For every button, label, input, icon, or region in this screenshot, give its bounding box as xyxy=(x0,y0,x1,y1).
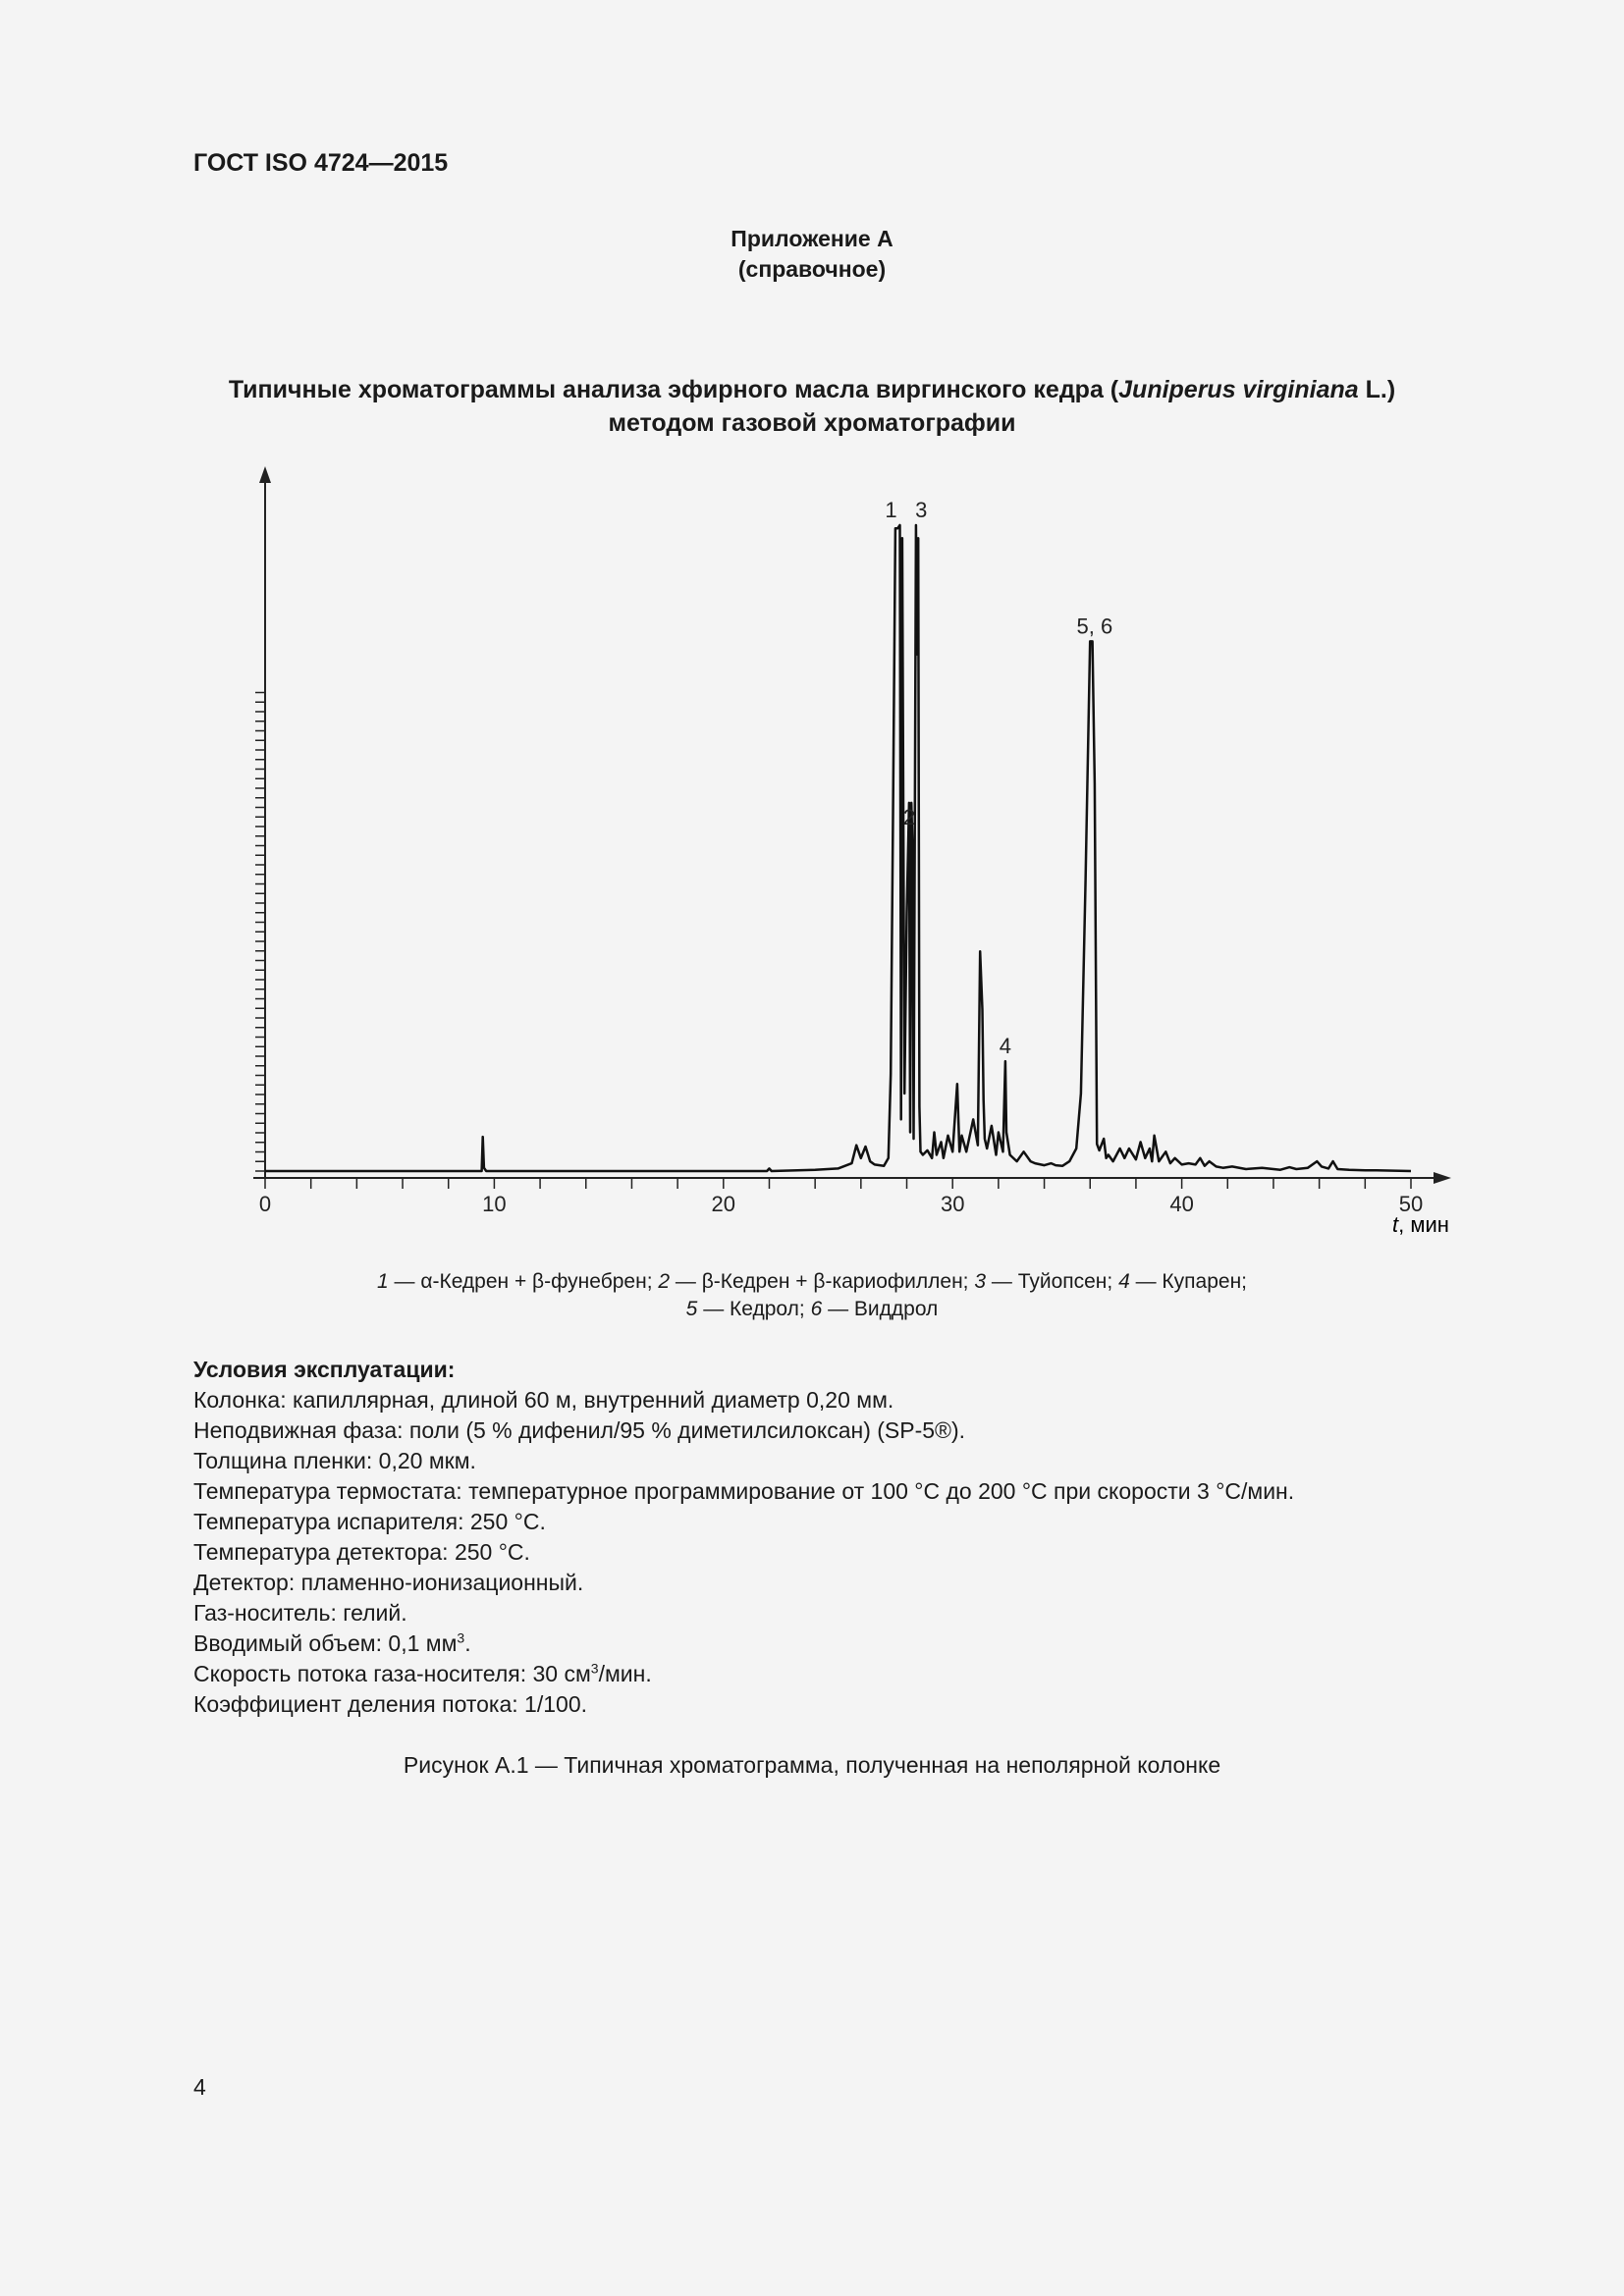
x-tick-label: 50 xyxy=(1398,1192,1424,1216)
condition-oven: Температура термостата: температурное программирование от 100 °C до 200 °C при скорости 3 °C/мин. xyxy=(193,1478,1295,1504)
x-tick-label: 30 xyxy=(940,1192,965,1216)
condition-detector-temp: Температура детектора: 250 °C. xyxy=(193,1539,530,1565)
volume-sup: 3 xyxy=(457,1629,465,1646)
peak-label: 1 xyxy=(885,498,897,522)
peak-label: 5, 6 xyxy=(1076,614,1113,639)
chart-axes xyxy=(253,466,1451,1184)
legend-number: 2 xyxy=(658,1270,671,1293)
condition-injector: Температура испарителя: 250 °C. xyxy=(193,1509,546,1534)
condition-carrier: Газ-носитель: гелий. xyxy=(193,1600,407,1626)
volume-text: Вводимый объем: 0,1 мм xyxy=(193,1630,458,1656)
legend-entry: — Купарен; xyxy=(1129,1270,1248,1293)
condition-flow xyxy=(193,1661,652,1687)
flow-text: Скорость потока газа-носителя: 30 см xyxy=(193,1661,591,1686)
condition-column: Колонка: капиллярная, длиной 60 м, внутренний диаметр 0,20 мм. xyxy=(193,1387,894,1413)
legend-number: 4 xyxy=(1118,1270,1130,1293)
condition-phase: Неподвижная фаза: поли (5 % дифенил/95 % диметилсилоксан) (SP-5®). xyxy=(193,1417,966,1443)
legend-number: 6 xyxy=(810,1298,823,1320)
legend-entry: — Туйопсен; xyxy=(986,1270,1119,1293)
chromatogram-trace xyxy=(265,525,1411,1171)
appendix-title: Приложение А xyxy=(731,226,893,251)
condition-volume xyxy=(193,1630,471,1657)
x-tick-label: 0 xyxy=(258,1192,272,1216)
legend-entry: — α-Кедрен + β-фунебрен; xyxy=(388,1270,659,1293)
volume-end: . xyxy=(464,1630,471,1656)
title-text: Типичные хроматограммы анализа эфирного масла виргинского кедра ( xyxy=(228,376,1119,403)
title-author: L.) xyxy=(1358,376,1396,403)
condition-split: Коэффициент деления потока: 1/100. xyxy=(193,1691,588,1717)
x-axis-arrow xyxy=(1434,1172,1451,1184)
legend-number: 1 xyxy=(376,1270,389,1293)
flow-end: /мин. xyxy=(598,1661,652,1686)
x-tick-label: 20 xyxy=(711,1192,736,1216)
figure-title-line1 xyxy=(0,376,1624,404)
legend-number: 5 xyxy=(685,1298,698,1320)
chart-plot-area xyxy=(265,525,1411,1171)
x-axis-label: t, мин xyxy=(1392,1212,1449,1237)
page-number: 4 xyxy=(193,2074,206,2100)
x-tick-label: 40 xyxy=(1169,1192,1194,1216)
legend-entry: — Кедрол; xyxy=(697,1298,811,1320)
condition-detector: Детектор: пламенно-ионизационный. xyxy=(193,1570,584,1595)
peak-label: 4 xyxy=(999,1034,1012,1059)
legend-entry: — β-Кедрен + β-кариофиллен; xyxy=(670,1270,975,1293)
title-species: Juniperus virginiana xyxy=(1118,376,1359,403)
figure-caption: Рисунок А.1 — Типичная хроматограмма, полученная на неполярной колонке xyxy=(403,1752,1221,1778)
legend-entry: — Виддрол xyxy=(822,1298,939,1320)
chromatogram-chart xyxy=(0,452,1624,1256)
x-tick-label: 10 xyxy=(482,1192,507,1216)
condition-film: Толщина пленки: 0,20 мкм. xyxy=(193,1448,476,1473)
legend-number: 3 xyxy=(974,1270,987,1293)
peak-legend-line1 xyxy=(0,1270,1624,1294)
peak-label: 2 xyxy=(902,804,915,829)
conditions-heading: Условия эксплуатации: xyxy=(193,1357,456,1382)
figure-title-line2: методом газовой хроматографии xyxy=(608,409,1016,437)
y-axis-arrow xyxy=(259,466,271,483)
appendix-subtitle: (справочное) xyxy=(737,256,887,282)
peak-legend-line2 xyxy=(0,1298,1624,1321)
peak-label: 3 xyxy=(915,498,928,522)
standard-header: ГОСТ ISO 4724—2015 xyxy=(193,149,449,177)
flow-sup: 3 xyxy=(590,1660,599,1677)
chart-ticks xyxy=(255,693,1423,1217)
